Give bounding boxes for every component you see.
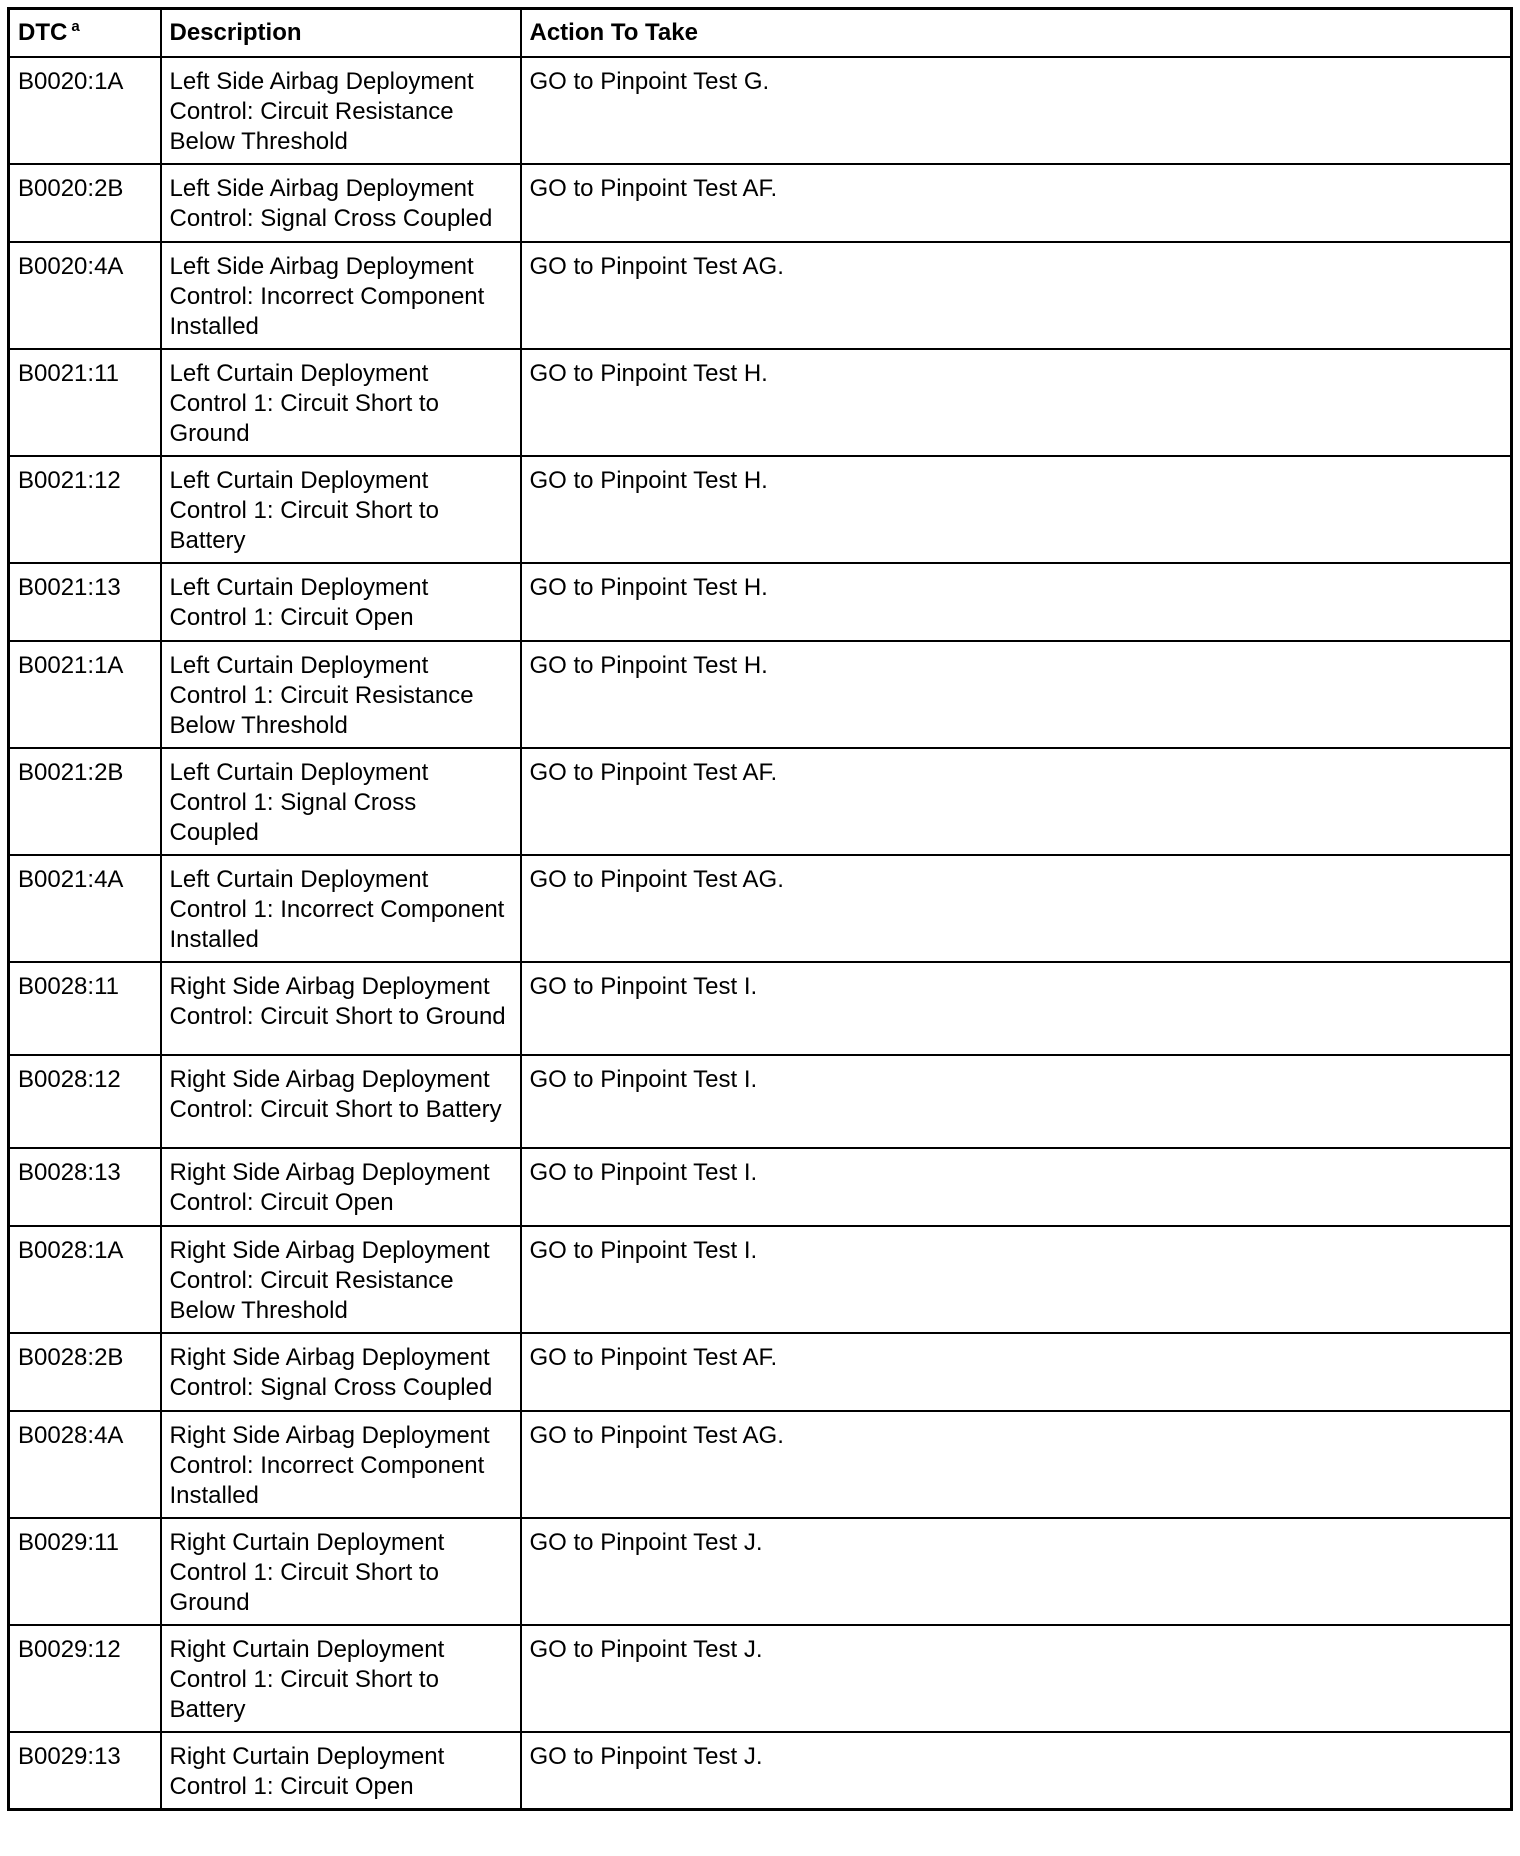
dtc-action: GO to Pinpoint Test AG. <box>521 1411 1512 1518</box>
dtc-description: Left Side Airbag Deployment Control: Signal Cross Coupled <box>161 164 521 242</box>
table-row <box>9 57 1512 164</box>
table-row <box>9 855 1512 962</box>
dtc-action: GO to Pinpoint Test I. <box>521 962 1512 1055</box>
dtc-code: B0020:1A <box>9 57 161 164</box>
table-body <box>9 57 1512 1810</box>
table-row <box>9 349 1512 456</box>
dtc-description: Right Curtain Deployment Control 1: Circuit Short to Battery <box>161 1625 521 1732</box>
dtc-code: B0028:11 <box>9 962 161 1055</box>
table-row <box>9 962 1512 1055</box>
dtc-code: B0021:4A <box>9 855 161 962</box>
dtc-code: B0029:11 <box>9 1518 161 1625</box>
table-row <box>9 1055 1512 1148</box>
dtc-action: GO to Pinpoint Test I. <box>521 1226 1512 1333</box>
dtc-action: GO to Pinpoint Test H. <box>521 349 1512 456</box>
dtc-action: GO to Pinpoint Test I. <box>521 1148 1512 1226</box>
dtc-description: Right Side Airbag Deployment Control: Circuit Short to Battery <box>161 1055 521 1148</box>
dtc-description: Right Curtain Deployment Control 1: Circuit Open <box>161 1732 521 1810</box>
dtc-action: GO to Pinpoint Test J. <box>521 1518 1512 1625</box>
dtc-description: Left Curtain Deployment Control 1: Signal Cross Coupled <box>161 748 521 855</box>
table-header-row <box>9 9 1512 57</box>
dtc-code: B0029:12 <box>9 1625 161 1732</box>
dtc-code: B0020:2B <box>9 164 161 242</box>
table-row <box>9 1732 1512 1810</box>
dtc-code: B0028:13 <box>9 1148 161 1226</box>
dtc-description: Right Side Airbag Deployment Control: Circuit Resistance Below Threshold <box>161 1226 521 1333</box>
table-row <box>9 641 1512 748</box>
dtc-description: Left Curtain Deployment Control 1: Incorrect Component Installed <box>161 855 521 962</box>
dtc-description: Right Curtain Deployment Control 1: Circuit Short to Ground <box>161 1518 521 1625</box>
dtc-action: GO to Pinpoint Test J. <box>521 1625 1512 1732</box>
dtc-description: Left Curtain Deployment Control 1: Circuit Short to Ground <box>161 349 521 456</box>
dtc-action: GO to Pinpoint Test J. <box>521 1732 1512 1810</box>
dtc-code: B0028:12 <box>9 1055 161 1148</box>
dtc-description: Right Side Airbag Deployment Control: Signal Cross Coupled <box>161 1333 521 1411</box>
table-row <box>9 1625 1512 1732</box>
dtc-action: GO to Pinpoint Test AF. <box>521 1333 1512 1411</box>
table-row <box>9 563 1512 641</box>
dtc-description: Right Side Airbag Deployment Control: Circuit Open <box>161 1148 521 1226</box>
dtc-code: B0021:11 <box>9 349 161 456</box>
dtc-description: Right Side Airbag Deployment Control: Incorrect Component Installed <box>161 1411 521 1518</box>
dtc-action: GO to Pinpoint Test AG. <box>521 855 1512 962</box>
dtc-action: GO to Pinpoint Test AF. <box>521 164 1512 242</box>
table-row <box>9 242 1512 349</box>
header-action: Action To Take <box>521 9 1512 57</box>
dtc-description: Left Side Airbag Deployment Control: Incorrect Component Installed <box>161 242 521 349</box>
dtc-code: B0028:2B <box>9 1333 161 1411</box>
table-row <box>9 1226 1512 1333</box>
table-row <box>9 164 1512 242</box>
dtc-action: GO to Pinpoint Test AF. <box>521 748 1512 855</box>
dtc-code: B0021:2B <box>9 748 161 855</box>
header-dtc-footnote: a <box>71 18 80 35</box>
dtc-code: B0028:1A <box>9 1226 161 1333</box>
dtc-description: Left Side Airbag Deployment Control: Circuit Resistance Below Threshold <box>161 57 521 164</box>
dtc-code: B0028:4A <box>9 1411 161 1518</box>
dtc-code: B0021:1A <box>9 641 161 748</box>
dtc-description: Right Side Airbag Deployment Control: Circuit Short to Ground <box>161 962 521 1055</box>
table-row <box>9 1148 1512 1226</box>
header-description: Description <box>161 9 521 57</box>
dtc-action: GO to Pinpoint Test H. <box>521 563 1512 641</box>
dtc-description: Left Curtain Deployment Control 1: Circuit Short to Battery <box>161 456 521 563</box>
table-row <box>9 1333 1512 1411</box>
dtc-action: GO to Pinpoint Test H. <box>521 641 1512 748</box>
dtc-action: GO to Pinpoint Test I. <box>521 1055 1512 1148</box>
table-row <box>9 748 1512 855</box>
table-row <box>9 1411 1512 1518</box>
dtc-code: B0020:4A <box>9 242 161 349</box>
dtc-action: GO to Pinpoint Test H. <box>521 456 1512 563</box>
dtc-code: B0021:13 <box>9 563 161 641</box>
dtc-action: GO to Pinpoint Test G. <box>521 57 1512 164</box>
header-dtc <box>9 9 161 57</box>
table-row <box>9 1518 1512 1625</box>
dtc-description: Left Curtain Deployment Control 1: Circuit Open <box>161 563 521 641</box>
dtc-code: B0029:13 <box>9 1732 161 1810</box>
dtc-table <box>7 7 1513 1811</box>
dtc-description: Left Curtain Deployment Control 1: Circuit Resistance Below Threshold <box>161 641 521 748</box>
dtc-code: B0021:12 <box>9 456 161 563</box>
header-dtc-label: DTC <box>18 19 68 46</box>
table-row <box>9 456 1512 563</box>
dtc-action: GO to Pinpoint Test AG. <box>521 242 1512 349</box>
document-page <box>7 7 1510 1811</box>
